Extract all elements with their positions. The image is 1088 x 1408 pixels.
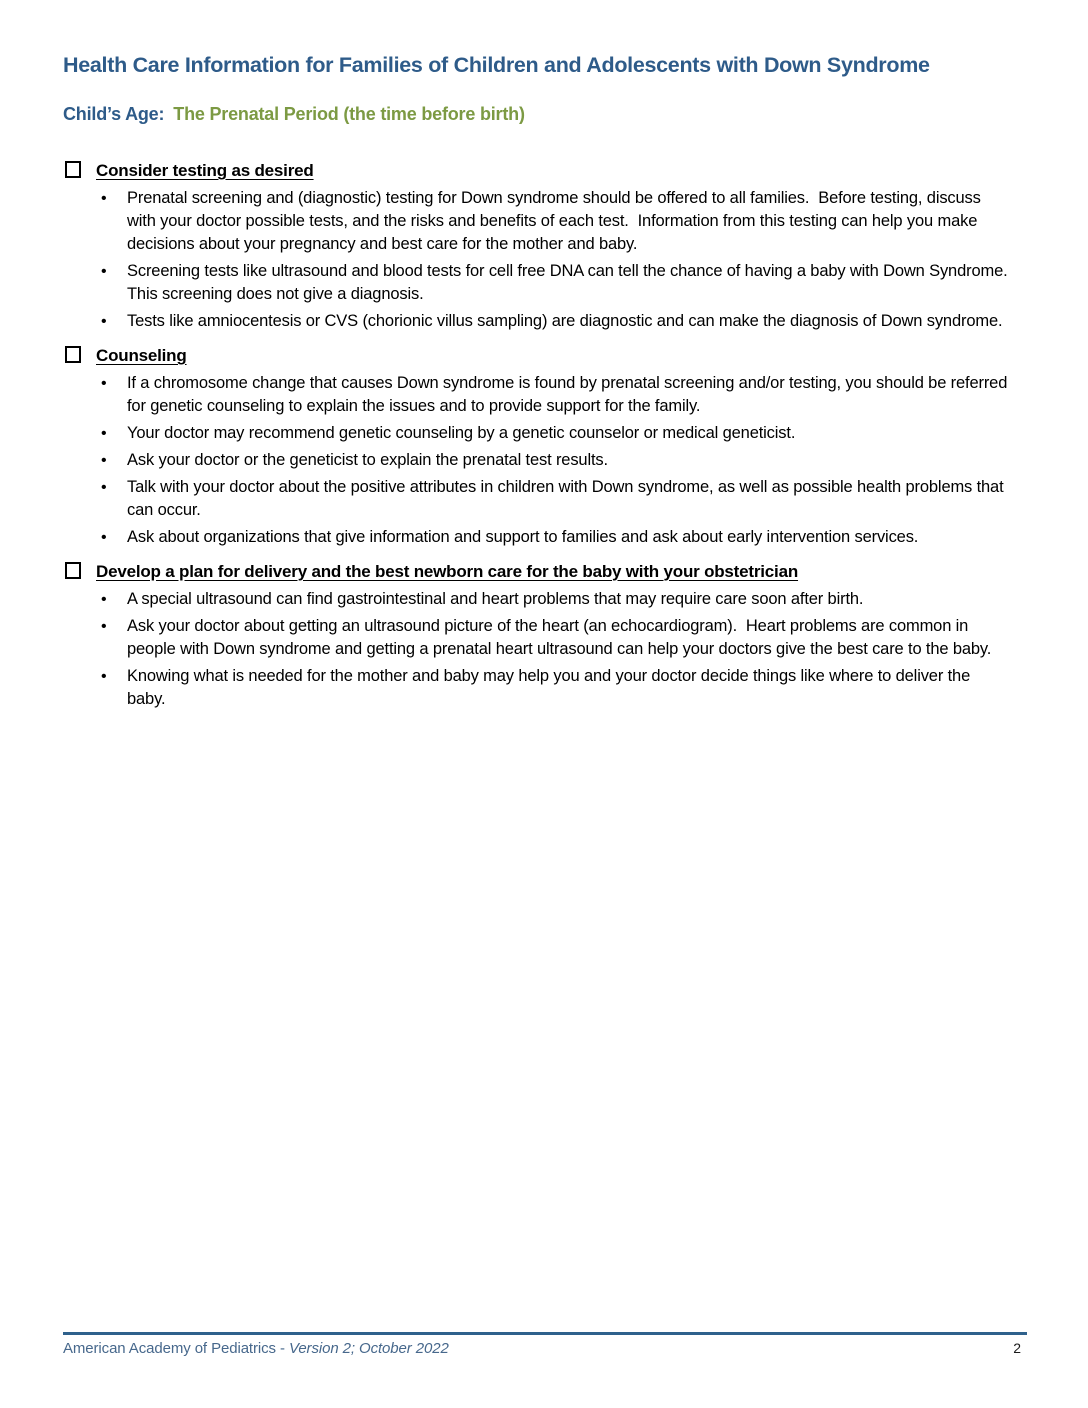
footer-org: American Academy of Pediatrics - [63, 1340, 289, 1357]
bullet-item: • If a chromosome change that causes Down syndrome is found by prenatal screening and/or testing, you should be referred for genetic counseling to explain the issues and to provide support for the family. [127, 372, 1008, 418]
bullet-item: • Ask your doctor about getting an ultrasound picture of the heart (an echocardiogram). Heart problems are common in people with Down syndrome and getting a prenatal heart ultrasound can help your doctors give the best care to the baby. [127, 615, 1008, 661]
bullet-item: • Ask about organizations that give information and support to families and ask about early intervention services. [127, 526, 1008, 549]
bullet-item: • Your doctor may recommend genetic counseling by a genetic counselor or medical geneticist. [127, 422, 1008, 445]
section-header [63, 160, 1008, 182]
section-header [63, 561, 1008, 583]
page-number: 2 [1013, 1340, 1021, 1356]
childs-age-line [63, 104, 1008, 125]
childs-age-label: Child’s Age: [63, 104, 165, 124]
page-title: Health Care Information for Families of Children and Adolescents with Down Syndrome [63, 53, 930, 77]
section-header [63, 345, 1008, 367]
bullet-item: • Talk with your doctor about the positive attributes in children with Down syndrome, as well as possible health problems that can occur. [127, 476, 1008, 522]
checkbox-counseling[interactable] [65, 346, 81, 363]
page-footer [63, 1332, 1027, 1357]
section-consider-testing [63, 160, 1017, 333]
bullet-list [63, 187, 1017, 333]
bullet-list [63, 372, 1012, 549]
section-delivery-plan [63, 561, 1008, 711]
bullet-item: • Knowing what is needed for the mother and baby may help you and your doctor decide things like where to deliver the baby. [127, 665, 1008, 711]
section-counseling [63, 345, 1012, 549]
section-heading-consider-testing: Consider testing as desired [96, 161, 314, 180]
bullet-item: • Tests like amniocentesis or CVS (chorionic villus sampling) are diagnostic and can make the diagnosis of Down syndrome. [127, 310, 1008, 333]
checkbox-consider-testing[interactable] [65, 161, 81, 178]
checkbox-delivery-plan[interactable] [65, 562, 81, 579]
bullet-list [63, 588, 1008, 711]
bullet-item: • A special ultrasound can find gastrointestinal and heart problems that may require care soon after birth. [127, 588, 1008, 611]
childs-age-value: The Prenatal Period (the time before birth) [173, 104, 525, 124]
section-heading-counseling: Counseling [96, 346, 187, 365]
footer-credit [63, 1340, 449, 1357]
bullet-item: • Ask your doctor or the geneticist to explain the prenatal test results. [127, 449, 1008, 472]
bullet-item: • Prenatal screening and (diagnostic) testing for Down syndrome should be offered to all families. Before testing, discuss with your doctor possible tests, and the risks and benefits of each test. Information from this testing can help you make decisions about your pregnancy and best care for the mother and baby. [127, 187, 1008, 256]
section-heading-delivery-plan: Develop a plan for delivery and the best newborn care for the baby with your obstetrician [96, 562, 799, 581]
bullet-item: • Screening tests like ultrasound and blood tests for cell free DNA can tell the chance of having a baby with Down Syndrome. This screening does not give a diagnosis. [127, 260, 1008, 306]
footer-version: Version 2; October 2022 [288, 1340, 449, 1357]
